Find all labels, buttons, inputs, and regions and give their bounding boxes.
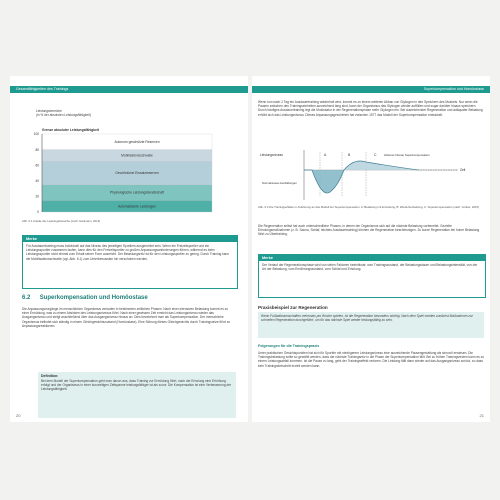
y-axis-label: Leistungsniveau: [260, 153, 284, 157]
merke-heading: Merke: [23, 236, 237, 242]
subheading: Folgerungen für die Trainingspraxis: [258, 344, 320, 348]
page-header: Gesamtfähigkeiten des Trainings: [10, 86, 248, 93]
page-number: 21: [479, 413, 484, 418]
y-tick-80: 80: [35, 147, 39, 152]
x-axis-label: Zeit: [460, 168, 466, 172]
praxis-title: Praxisbeispiel zur Regeneration: [258, 305, 328, 310]
section-heading: [22, 295, 148, 301]
section-number: 6.2: [22, 295, 31, 301]
zone-label-0: Autonom geschützte Reserven: [114, 140, 160, 144]
left-page: [10, 76, 248, 422]
definition-box: [38, 372, 236, 418]
definition-heading: Definition:: [41, 374, 59, 378]
page-header: Superkompensation und Homöostase: [252, 86, 490, 93]
zone-label-2: Gewöhnliche Einsatzreserven: [115, 171, 159, 176]
y-tick-0: 0: [37, 210, 39, 215]
phase-label-c: C: [374, 153, 377, 157]
phase-label-a: A: [324, 153, 327, 157]
performance-zones-chart: [22, 126, 236, 218]
zone-label-1: Mobilisationsschwelle: [121, 153, 153, 158]
page-number: 20: [16, 413, 21, 418]
y-axis-title-line1: Leistungsbereiche: [36, 109, 62, 113]
top-limit-label: Grenze absoluter Leistungsfähigkeit: [42, 128, 99, 132]
para-text: Die Regeneration selbst hat auch unterschiedliche Phasen, in denen der Organismus sich auf die nächste Belastung vorbereitet. Gezielte Erholungsmaßnahmen (z. B. Sauna, Schlaf, leichtes Ausdauertraining) können die Regeneration beschleunigen. Zu kurze Regeneration bei hoher Belastung führt zu Übertraining.: [258, 224, 480, 237]
y-tick-100: 100: [33, 132, 39, 137]
section-body: Die Anpassungsvorgänge im menschlichen Organismus verlaufen in bestimmten zeitlichen Phasen. Nach einer intensiven Belastung kommt es zu einer Ermüdung, was zu einem Absinken des Leistungsniveaus führt. Nach einer gewissen Zeit erreicht das Leistungsniveau wieder das Ausgangsniveau und steigt anschließend über das Ausgangsniveau hinaus an. Dies bezeichnet man als Superkompensation. Der menschliche Organismus befindet sich ständig in einem Gleichgewichtszustand (Homöostase). Eine Störung dieses Gleichgewichts durch Trainingsreize führt zu Anpassungsreaktionen.: [22, 307, 231, 328]
merke-box: [258, 254, 486, 298]
zone-label-3: Physiologische Leistungsbereitschaft: [109, 190, 165, 195]
phase-label-b: B: [348, 153, 351, 157]
definition-text: Bei dem Modell der Superkompensation geht man davon aus, dass Training zur Ermüdung führt, nach der Erholung eine Erhöhung erfolgt und der Organismus in einer kurzzeitigen Zeitspanne leistungsfähiger ist als zuvor. Die Kompensation ist eine Verbesserung der Leistungsfähigkeit.: [41, 379, 232, 392]
chart-y-title: [36, 109, 176, 117]
figure-caption: Abb. 6.1 Anteile der Leistungsbereiche (nach: Hartmann, 2013): [22, 219, 101, 223]
y-tick-40: 40: [35, 179, 39, 183]
closing-text: Unter praktischen Gesichtspunkten hat sich für Sportler mit niedrigerem Leistungsniveau eine ausreichende Pausengestaltung als sinnvoll erwiesen. Die Trainingsbelastung sollte so gewählt werden, dass der nächste Trainingsreiz in die Phase der Superkompensation fällt. Bei zu frühen Trainingsreizen kann es zu einem Leistungsabfall kommen. Ist die Pause zu lang, geht der Trainingseffekt verloren. Die Leistung fällt dann wieder auf das Ausgangsniveau zurück, so dass kein Trainingsfortschritt erzielt werden kann.: [258, 351, 484, 368]
y-axis-title-line2: (in % der absoluten Leistungsfähigkeit): [36, 113, 91, 118]
annotation-label: Höheres Niveau Superkompensation: [384, 153, 430, 157]
y-tick-60: 60: [35, 163, 39, 168]
y-tick-20: 20: [35, 194, 39, 199]
merke-text: Der Verlauf der Regenerationsphase wird von vielen Faktoren beeinflusst: vom Trainingszustand, der Belastungsdauer und Belastungsintensität, von der Art der Belastung, vom Ernährungszustand, vom Schlaf und Erholung.: [262, 263, 478, 272]
intro-text: Wenn nun nach 1 Tag ein Ausdauertraining wiederholt wird, kommt es zu einem weiteren Abbau von Glykogen in den Speichern des Muskels. Nur wenn die Pausen zwischen den Trainingseinheiten ausreichend lang sind, kann der Organismus das Glykogen wieder auffüllen und sogar darüber hinaus speichern. Durch häufiges Ausdauertraining legt die Muskulatur in der Regenerationsphase mehr Glykogen ein. Bei ausreichender Regeneration und adäquater Belastung erhöht sich das Leistungsniveau. Dieses Anpassungsgeschehen hat zwischen 1977 das Modell der Superkompensation entwickelt.: [258, 100, 483, 117]
supercompensation-chart: [258, 146, 484, 204]
praxis-text: Wenn Fußballmannschaften mehrmals pro Woche spielen, ist die Regeneration besonders wichtig. Nach dem Spiel werden zunächst Maßnahmen zur schnellen Regeneration durchgeführt, um für das nächste Spiel wieder leistungsfähig zu sein.: [261, 314, 473, 323]
figure-caption: Abb. 6.2 Die Trainingseffekte in Anlehnung an das Modell der Superkompensation. A: Belastung mit Ermüdung, B: Wiederherstellung, C: Superkompensation (nach: Gruber, 2015): [258, 205, 480, 209]
zone-label-4: Automatisierte Leistungen: [117, 204, 157, 209]
praxis-box: [258, 312, 484, 338]
baseline-label: Normalniveau Ausbildungen: [262, 181, 297, 185]
merke-text: Für Ausdauertraining muss individuell auf das Niveau des jeweiligen Sportlers ausgerichtet sein. Wenn ein Freizeitsportler und ein Leistungssportler zusammen laufen, kann dies für den Freizeitsportler zu großen Anpassungsanforderungen führen, während es beim Leistungssportler nicht einmal zum Erhalt seiner Form ausreicht. Der Belastungsreiz ist für den Leistungssportler zu gering. Durch Training kann die Mobilisationsschwelle (vgl. Abb. 6.1) zum Unterbewussten hin verschoben werden.: [26, 244, 230, 261]
right-page: [252, 76, 490, 422]
section-title: Superkompensation und Homöostase: [39, 295, 148, 301]
merke-box: [22, 235, 238, 289]
merke-heading: Merke: [259, 255, 485, 261]
fatigue-area: [304, 170, 344, 193]
